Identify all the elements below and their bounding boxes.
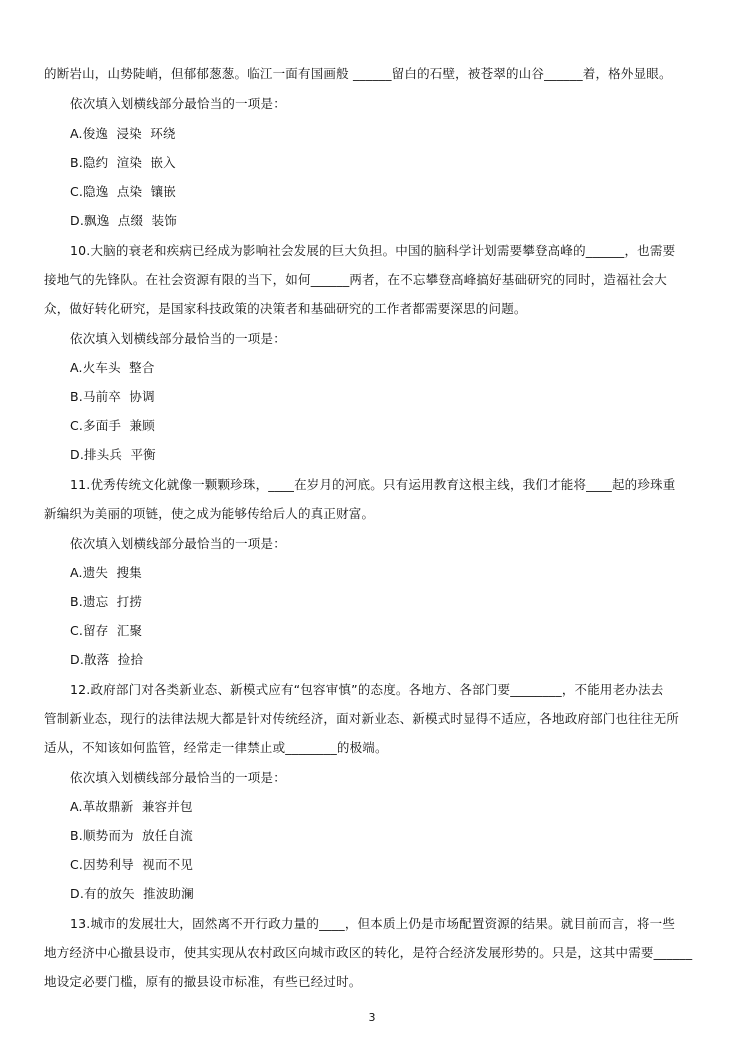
q12-passage-line-1: 12.政府部门对各类新业态、新模式应有“包容审慎”的态度。各地方、各部门要________，不能用老办法去: [70, 682, 664, 697]
page-number: 3: [368, 1011, 376, 1024]
q10-option-b: B.马前卒 协调: [70, 389, 155, 404]
q12-option-c: C.因势利导 视而不见: [70, 857, 194, 872]
q11-option-b: B.遗忘 打捞: [70, 594, 143, 609]
q12-option-a: A.革故鼎新 兼容并包: [70, 799, 193, 814]
q11-option-c: C.留存 汇聚: [70, 623, 143, 638]
q13-passage-line-1: 13.城市的发展壮大，固然离不开行政力量的____，但本质上仍是市场配置资源的结果。就目前而言，将一些: [70, 916, 676, 931]
q10-passage-line-2: 接地气的先锋队。在社会资源有限的当下，如何______两者，在不忘攀登高峰搞好基础研究的同时，造福社会大: [44, 272, 667, 287]
q12-prompt: 依次填入划横线部分最恰当的一项是：: [70, 770, 286, 785]
q13-passage-line-3: 地设定必要门槛，原有的撤县设市标准，有些已经过时。: [44, 974, 362, 989]
q9-option-a: A.俊逸 浸染 环绕: [70, 126, 176, 141]
q10-prompt: 依次填入划横线部分最恰当的一项是：: [70, 331, 286, 346]
q9-option-d: D.飘逸 点缀 装饰: [70, 213, 177, 228]
q10-passage-line-3: 众，做好转化研究，是国家科技政策的决策者和基础研究的工作者都需要深思的问题。: [44, 301, 527, 316]
q9-option-b: B.隐约 渲染 嵌入: [70, 155, 176, 170]
q11-prompt: 依次填入划横线部分最恰当的一项是：: [70, 536, 286, 551]
q10-option-d: D.排头兵 平衡: [70, 447, 156, 462]
q9-prompt: 依次填入划横线部分最恰当的一项是：: [70, 96, 286, 111]
q12-passage-line-3: 适从，不知该如何监管，经常走一律禁止或________的极端。: [44, 740, 388, 755]
q9-option-c: C.隐逸 点染 镶嵌: [70, 184, 176, 199]
q9-passage-tail: 的断岩山，山势陡峭，但郁郁葱葱。临江一面有国画般 ______留白的石壁，被苍翠的山谷______着，格外显眼。: [44, 66, 672, 81]
q11-option-d: D.散落 捡拾: [70, 652, 144, 667]
q12-option-d: D.有的放矢 推波助澜: [70, 886, 194, 901]
q12-passage-line-2: 管制新业态，现行的法律法规大都是针对传统经济，面对新业态、新模式时显得不适应，各地政府部门也往往无所: [44, 711, 680, 726]
q12-option-b: B.顺势而为 放任自流: [70, 828, 193, 843]
q13-passage-line-2: 地方经济中心撤县设市，使其实现从农村政区向城市政区的转化，是符合经济发展形势的。只是，这其中需要______: [44, 945, 693, 960]
q11-passage-line-2: 新编织为美丽的项链，使之成为能够传给后人的真正财富。: [44, 506, 375, 521]
q10-passage-line-1: 10.大脑的衰老和疾病已经成为影响社会发展的巨大负担。中国的脑科学计划需要攀登高峰的______，也需要: [70, 243, 676, 258]
q11-option-a: A.遗失 搜集: [70, 565, 142, 580]
q11-passage-line-1: 11.优秀传统文化就像一颗颗珍珠，____在岁月的河底。只有运用教育这根主线，我们才能将____起的珍珠重: [70, 477, 676, 492]
q10-option-c: C.多面手 兼顾: [70, 418, 155, 433]
q10-option-a: A.火车头 整合: [70, 360, 155, 375]
